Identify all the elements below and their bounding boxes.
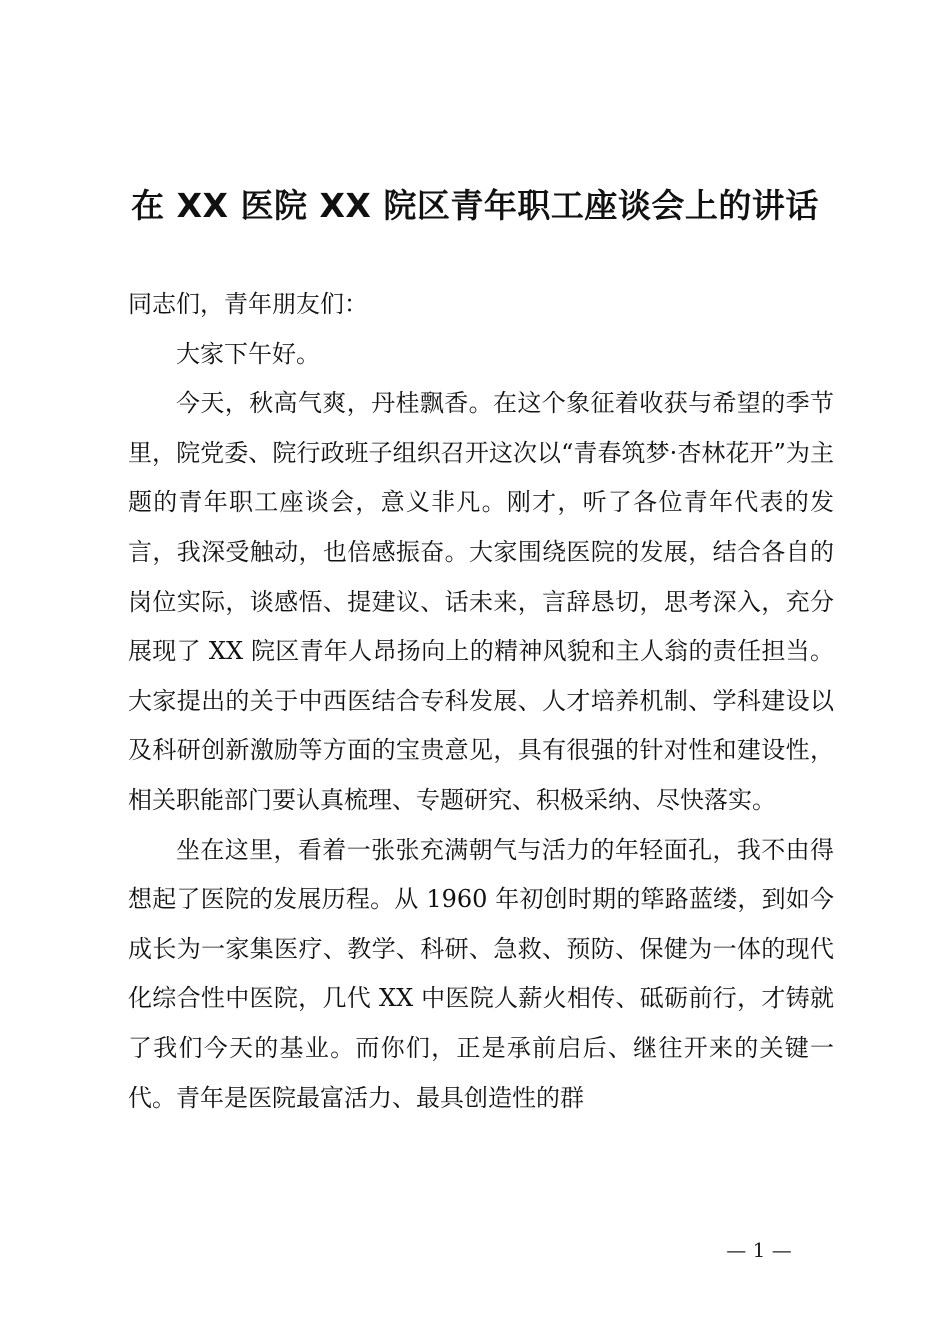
paragraph-greeting: 大家下午好。 [176,339,320,368]
paragraph-opening: 今天，秋高气爽，丹桂飘香。在这个象征着收获与希望的季节里，院党委、院行政班子组织召开这次以“青春筑梦·杏林花开”为主题的青年职工座谈会，意义非凡。刚才，听了各位青年代表的发言，我深受触动，也倍感振奋。大家围绕医院的发展，结合各自的岗位实际，谈感悟、提建议、话未来，言辞恳切，思考深入，充分展现了 XX 院区青年人昂扬向上的精神风貌和主人翁的责任担当。大家提出的关于中西医结合专科发展、人才培养机制、学科建设以及科研创新激励等方面的宝贵意见，具有很强的针对性和建设性，相关职能部门要认真梳理、专题研究、积极采纳、尽快落实。 [128,389,834,814]
document-title: 在 XX 医院 XX 院区青年职工座谈会上的讲话 [131,186,819,225]
paragraph-history: 坐在这里，看着一张张充满朝气与活力的年轻面孔，我不由得想起了医院的发展历程。从 1960 年初创时期的筚路蓝缕，到如今成长为一家集医疗、教学、科研、急救、预防、保健为一体的现代化综合性中医院，几代 XX 中医院人薪火相传、砥砺前行，才铸就了我们今天的基业。而你们，正是承前启后、继往开来的关键一代。青年是医院最富活力、最具创造性的群 [128,835,834,1112]
page-number: — 1 — [726,1238,792,1262]
salutation: 同志们，青年朋友们： [128,290,368,318]
document-body [128,280,834,1123]
